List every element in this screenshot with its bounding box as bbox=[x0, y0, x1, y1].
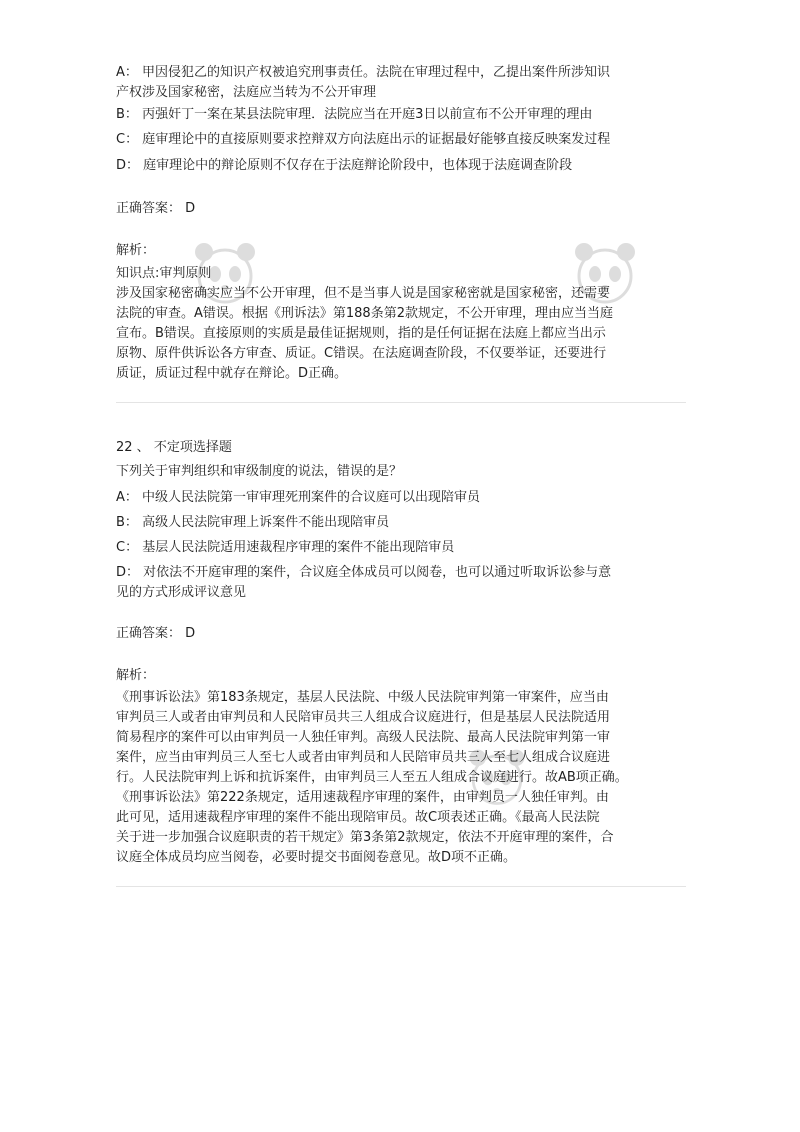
option-text: 见的方式形成评议意见 bbox=[116, 585, 247, 600]
answer-label: 正确答案： bbox=[116, 201, 182, 216]
option-text: 甲因侵犯乙的知识产权被追究刑事责任。法院在审理过程中，乙提出案件所涉知识 bbox=[142, 65, 611, 80]
q22-option-a bbox=[116, 488, 686, 508]
analysis-line: 质证，质证过程中就存在辩论。D正确。 bbox=[116, 366, 348, 381]
q22-analysis-body bbox=[116, 688, 686, 868]
analysis-line: 关于进一步加强合议庭职责的若干规定》第3条第2款规定，依法不开庭审理的案件，合 bbox=[116, 830, 614, 845]
option-label: B： bbox=[116, 107, 138, 122]
analysis-line: 行。人民法院审判上诉和抗诉案件，由审判员三人至五人组成合议庭进行。故AB项正确。 bbox=[116, 770, 628, 785]
option-label: C： bbox=[116, 540, 139, 555]
option-text: 高级人民法院审理上诉案件不能出现陪审员 bbox=[142, 515, 390, 530]
q22-header bbox=[116, 438, 686, 458]
q22-analysis-label: 解析： bbox=[116, 668, 156, 683]
analysis-line: 涉及国家秘密确实应当不公开审理，但不是当事人说是国家秘密就是国家秘密，还需要 bbox=[116, 286, 611, 301]
option-text: 丙强奸丁一案在某县法院审理．法院应当在开庭3日以前宣布不公开审理的理由 bbox=[142, 107, 593, 122]
section-divider bbox=[116, 402, 686, 403]
analysis-line: 原物、原件供诉讼各方审查、质证。C错误。在法庭调查阶段，不仅要举证，还要进行 bbox=[116, 346, 607, 361]
option-text: 对依法不开庭审理的案件，合议庭全体成员可以阅卷，也可以通过听取诉讼参与意 bbox=[143, 565, 612, 580]
option-label: B： bbox=[116, 515, 138, 530]
question-number: 22 、 bbox=[116, 440, 150, 455]
question-type: 不定项选择题 bbox=[153, 440, 232, 455]
answer-label: 正确答案： bbox=[116, 626, 182, 641]
analysis-line: 简易程序的案件可以由审判员一人独任审判。高级人民法院、最高人民法院审判第一审 bbox=[116, 730, 611, 745]
q22-correct-answer bbox=[116, 624, 686, 644]
q22-option-d bbox=[116, 563, 686, 603]
analysis-line: 案件，应当由审判员三人至七人或者由审判员和人民陪审员共三人至七人组成合议庭进 bbox=[116, 750, 611, 765]
q21-option-d bbox=[116, 156, 686, 176]
analysis-line: 宣布。B错误。直接原则的实质是最佳证据规则，指的是任何证据在法庭上都应当出示 bbox=[116, 326, 606, 341]
q22-stem: 下列关于审判组织和审级制度的说法，错误的是？ bbox=[116, 464, 403, 479]
section-divider bbox=[116, 886, 686, 887]
option-text: 庭审理论中的辩论原则不仅存在于法庭辩论阶段中，也体现于法庭调查阶段 bbox=[143, 158, 573, 173]
option-text: 中级人民法院第一审审理死刑案件的合议庭可以出现陪审员 bbox=[142, 490, 481, 505]
answer-value: D bbox=[185, 201, 196, 216]
q21-correct-answer bbox=[116, 199, 686, 219]
answer-value: D bbox=[185, 626, 196, 641]
q21-analysis-body bbox=[116, 264, 686, 384]
option-label: A： bbox=[116, 490, 138, 505]
analysis-line: 《刑事诉讼法》第222条规定，适用速裁程序审理的案件，由审判员一人独任审判。由 bbox=[116, 790, 609, 805]
option-label: A： bbox=[116, 65, 138, 80]
analysis-line: 法院的审查。A错误。根据《刑诉法》第188条第2款规定，不公开审理，理由应当当庭 bbox=[116, 306, 613, 321]
analysis-line: 知识点:审判原则 bbox=[116, 266, 212, 281]
analysis-line: 议庭全体成员均应当阅卷，必要时提交书面阅卷意见。故D项不正确。 bbox=[116, 850, 517, 865]
option-label: C： bbox=[116, 132, 139, 147]
analysis-line: 《刑事诉讼法》第183条规定，基层人民法院、中级人民法院审判第一审案件，应当由 bbox=[116, 690, 609, 705]
q21-option-b bbox=[116, 105, 686, 125]
analysis-line: 审判员三人或者由审判员和人民陪审员共三人组成合议庭进行，但是基层人民法院适用 bbox=[116, 710, 611, 725]
q21-analysis-label: 解析： bbox=[116, 243, 156, 258]
option-text: 基层人民法院适用速裁程序审理的案件不能出现陪审员 bbox=[142, 540, 455, 555]
option-label: D： bbox=[116, 158, 140, 173]
option-text: 产权涉及国家秘密，法庭应当转为不公开审理 bbox=[116, 85, 377, 100]
option-label: D： bbox=[116, 565, 140, 580]
q22-option-b bbox=[116, 513, 686, 533]
option-text: 庭审理论中的直接原则要求控辩双方向法庭出示的证据最好能够直接反映案发过程 bbox=[142, 132, 611, 147]
q21-option-c bbox=[116, 130, 686, 150]
analysis-line: 此可见，适用速裁程序审理的案件不能出现陪审员。故C项表述正确。《最高人民法院 bbox=[116, 810, 600, 825]
q22-option-c bbox=[116, 538, 686, 558]
q21-option-a bbox=[116, 63, 686, 103]
